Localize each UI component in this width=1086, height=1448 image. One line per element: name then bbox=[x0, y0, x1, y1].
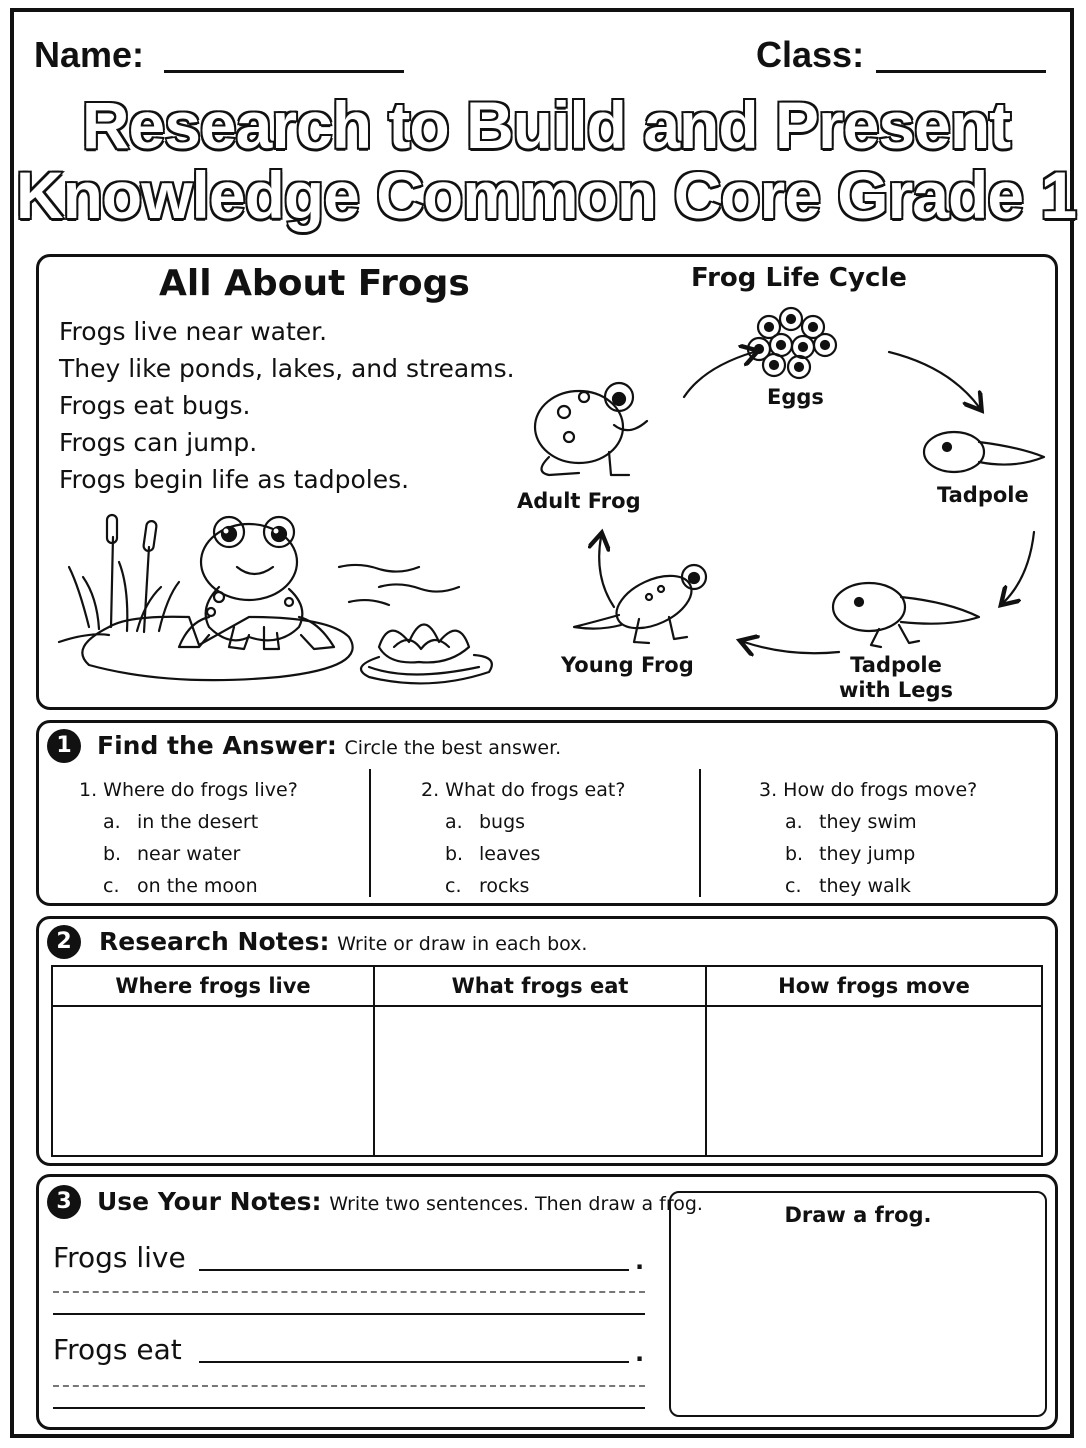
option-text: they walk bbox=[819, 875, 911, 897]
section3-heading bbox=[97, 1187, 703, 1216]
option-letter: c. bbox=[445, 875, 462, 897]
use-your-notes-panel bbox=[36, 1174, 1058, 1430]
section2-title: Research Notes: bbox=[99, 927, 330, 956]
option-letter: b. bbox=[103, 843, 122, 865]
passage-line: Frogs can jump. bbox=[59, 428, 258, 457]
find-the-answer-panel bbox=[36, 720, 1058, 906]
answer-option[interactable] bbox=[103, 877, 258, 896]
worksheet-page bbox=[10, 8, 1077, 1438]
section1-title: Find the Answer: bbox=[97, 731, 337, 760]
sentence-line-live[interactable] bbox=[199, 1269, 629, 1271]
guide-line bbox=[53, 1291, 645, 1293]
notes-box-what[interactable] bbox=[374, 1006, 706, 1156]
writing-line[interactable] bbox=[53, 1407, 645, 1409]
adult-frog-icon bbox=[535, 383, 647, 475]
section3-title: Use Your Notes: bbox=[97, 1187, 322, 1216]
stage-tadpole-with-legs bbox=[839, 653, 953, 703]
period: . bbox=[635, 1247, 645, 1275]
option-text: in the desert bbox=[137, 811, 259, 833]
section-number-1: 1 bbox=[47, 729, 81, 763]
worksheet-title-line1: Research to Build and Present bbox=[81, 88, 1011, 162]
name-label: Name: bbox=[34, 34, 145, 75]
section1-heading bbox=[97, 731, 561, 760]
young-frog-icon bbox=[574, 565, 706, 643]
research-notes-panel bbox=[36, 916, 1058, 1166]
tadpole-icon bbox=[924, 432, 1044, 472]
draw-box-label: Draw a frog. bbox=[784, 1203, 932, 1227]
option-text: near water bbox=[137, 843, 241, 865]
option-letter: b. bbox=[445, 843, 464, 865]
option-letter: a. bbox=[103, 811, 121, 833]
answer-option[interactable] bbox=[445, 845, 540, 864]
answer-option[interactable] bbox=[445, 877, 529, 896]
writing-line[interactable] bbox=[53, 1313, 645, 1315]
question-3: 3. How do frogs move? bbox=[759, 779, 978, 801]
passage-line: Frogs eat bugs. bbox=[59, 391, 251, 420]
section-number-2: 2 bbox=[47, 925, 81, 959]
eggs-icon bbox=[748, 308, 836, 378]
notes-header-how: How frogs move bbox=[706, 966, 1042, 1006]
answer-option[interactable] bbox=[445, 813, 525, 832]
question-1: 1. Where do frogs live? bbox=[79, 779, 298, 801]
stage-tadpole: Tadpole bbox=[937, 483, 1029, 507]
research-notes-table bbox=[51, 965, 1043, 1157]
option-text: bugs bbox=[479, 811, 526, 833]
section3-instruction: Write two sentences. Then draw a frog. bbox=[329, 1193, 703, 1215]
class-label: Class: bbox=[756, 34, 865, 75]
section-number-3: 3 bbox=[47, 1185, 81, 1219]
section2-instruction: Write or draw in each box. bbox=[337, 933, 588, 955]
option-text: they jump bbox=[819, 843, 916, 865]
notes-header-where: Where frogs live bbox=[52, 966, 374, 1006]
name-field[interactable] bbox=[164, 70, 404, 73]
answer-option[interactable] bbox=[785, 845, 915, 864]
column-divider bbox=[369, 769, 371, 897]
stage-adult-frog: Adult Frog bbox=[517, 489, 641, 513]
passage-line: They like ponds, lakes, and streams. bbox=[59, 354, 515, 383]
passage-title: All About Frogs bbox=[159, 263, 470, 304]
stage-tadpole-with-legs-line2: with Legs bbox=[839, 678, 954, 703]
option-letter: c. bbox=[103, 875, 120, 897]
option-letter: a. bbox=[445, 811, 463, 833]
section2-heading bbox=[99, 927, 587, 956]
notes-box-how[interactable] bbox=[706, 1006, 1042, 1156]
life-cycle-title: Frog Life Cycle bbox=[691, 263, 907, 293]
sentence-prompt-eat: Frogs eat bbox=[53, 1333, 182, 1366]
answer-option[interactable] bbox=[103, 813, 258, 832]
draw-a-frog-box[interactable] bbox=[669, 1191, 1047, 1417]
reading-panel bbox=[36, 254, 1058, 710]
passage-line: Frogs begin life as tadpoles. bbox=[59, 465, 410, 494]
column-divider bbox=[699, 769, 701, 897]
notes-header-what: What frogs eat bbox=[374, 966, 706, 1006]
answer-option[interactable] bbox=[103, 845, 240, 864]
class-field[interactable] bbox=[876, 70, 1046, 73]
option-text: rocks bbox=[479, 875, 530, 897]
option-text: on the moon bbox=[137, 875, 258, 897]
answer-option[interactable] bbox=[785, 813, 917, 832]
answer-option[interactable] bbox=[785, 877, 911, 896]
stage-eggs: Eggs bbox=[767, 385, 824, 409]
worksheet-title-line2: Knowledge Common Core Grade 1 bbox=[15, 158, 1077, 232]
stage-tadpole-with-legs-line1: Tadpole bbox=[850, 653, 942, 677]
stage-young-frog: Young Frog bbox=[561, 653, 694, 677]
question-2: 2. What do frogs eat? bbox=[421, 779, 626, 801]
option-text: they swim bbox=[819, 811, 917, 833]
passage-line: Frogs live near water. bbox=[59, 317, 328, 346]
guide-line bbox=[53, 1385, 645, 1387]
option-letter: a. bbox=[785, 811, 803, 833]
option-text: leaves bbox=[479, 843, 541, 865]
section1-instruction: Circle the best answer. bbox=[344, 737, 562, 759]
notes-box-where[interactable] bbox=[52, 1006, 374, 1156]
option-letter: c. bbox=[785, 875, 802, 897]
frog-pond-illustration bbox=[49, 507, 509, 697]
period: . bbox=[635, 1339, 645, 1367]
option-letter: b. bbox=[785, 843, 804, 865]
tadpole-with-legs-icon bbox=[833, 583, 979, 647]
sentence-line-eat[interactable] bbox=[199, 1361, 629, 1363]
sentence-prompt-live: Frogs live bbox=[53, 1241, 186, 1274]
